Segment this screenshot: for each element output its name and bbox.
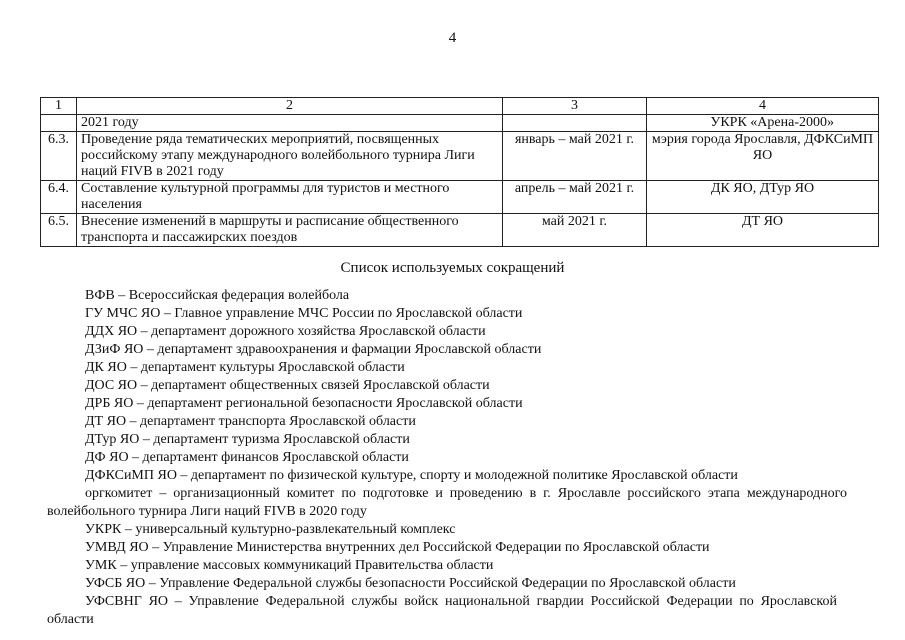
row-executor: ДК ЯО, ДТур ЯО: [647, 181, 879, 214]
row-executor: ДТ ЯО: [647, 214, 879, 247]
table-header-row: [41, 98, 879, 115]
table-row: [41, 115, 879, 132]
row-executor: УКРК «Арена-2000»: [647, 115, 879, 132]
row-event: 2021 году: [77, 115, 503, 132]
abbreviation-item: ДТ ЯО – департамент транспорта Ярославской области: [85, 414, 416, 429]
abbreviation-item: ВФВ – Всероссийская федерация волейбола: [85, 288, 350, 303]
row-event: Проведение ряда тематических мероприятий, посвященных российскому этапу международного волейбольного турнира Лиги наций FIVB в 2021 году: [77, 132, 503, 181]
row-executor: мэрия города Ярославля, ДФКСиМП ЯО: [647, 132, 879, 181]
abbreviation-item: УМК – управление массовых коммуникаций Правительства области: [85, 558, 494, 573]
abbreviation-item: ДЗиФ ЯО – департамент здравоохранения и фармации Ярославской области: [85, 342, 542, 357]
row-number: 6.3.: [41, 132, 77, 181]
abbreviation-item: УМВД ЯО – Управление Министерства внутренних дел Российской Федерации по Ярославской области: [85, 540, 710, 555]
table-row: [41, 132, 879, 181]
row-date: [503, 115, 647, 132]
page-number: 4: [448, 30, 457, 46]
abbreviation-item: ДРБ ЯО – департамент региональной безопасности Ярославской области: [85, 396, 523, 411]
table-row: [41, 214, 879, 247]
abbreviation-item: ДОС ЯО – департамент общественных связей Ярославской области: [85, 378, 490, 393]
abbreviation-item: ДК ЯО – департамент культуры Ярославской области: [85, 360, 405, 375]
table-header-cell: 4: [647, 98, 879, 115]
abbreviation-item: оргкомитет – организационный комитет по подготовке и проведению в г. Ярославле российского этапа международного волейбольного турнира Лиги наций FIVB в 2020 году: [47, 486, 847, 519]
row-event: Внесение изменений в маршруты и расписание общественного транспорта и пассажирских поездов: [77, 214, 503, 247]
row-number: 6.4.: [41, 181, 77, 214]
table-header-cell: 3: [503, 98, 647, 115]
abbreviation-item: ГУ МЧС ЯО – Главное управление МЧС России по Ярославской области: [85, 306, 523, 321]
abbreviations-list: [47, 287, 847, 629]
row-date: май 2021 г.: [503, 214, 647, 247]
abbreviation-item: ДДХ ЯО – департамент дорожного хозяйства Ярославской области: [85, 324, 486, 339]
abbreviation-item: УКРК – универсальный культурно-развлекательный комплекс: [85, 522, 456, 537]
row-event: Составление культурной программы для туристов и местного населения: [77, 181, 503, 214]
row-number: [41, 115, 77, 132]
abbreviation-item: ДФ ЯО – департамент финансов Ярославской области: [85, 450, 409, 465]
events-table: [40, 97, 879, 247]
abbreviation-item: ДТур ЯО – департамент туризма Ярославской области: [85, 432, 410, 447]
table-row: [41, 181, 879, 214]
row-number: 6.5.: [41, 214, 77, 247]
row-date: апрель – май 2021 г.: [503, 181, 647, 214]
abbreviation-item: УФСВНГ ЯО – Управление Федеральной службы войск национальной гвардии Российской Федерации по Ярославской области: [47, 594, 837, 627]
abbreviations-title: Список используемых сокращений: [340, 260, 565, 276]
table-header-cell: 2: [77, 98, 503, 115]
table-header-cell: 1: [41, 98, 77, 115]
abbreviation-item: УФСБ ЯО – Управление Федеральной службы безопасности Российской Федерации по Ярославской области: [85, 576, 736, 591]
abbreviation-item: ДФКСиМП ЯО – департамент по физической культуре, спорту и молодежной политике Ярославской области: [85, 468, 738, 483]
row-date: январь – май 2021 г.: [503, 132, 647, 181]
